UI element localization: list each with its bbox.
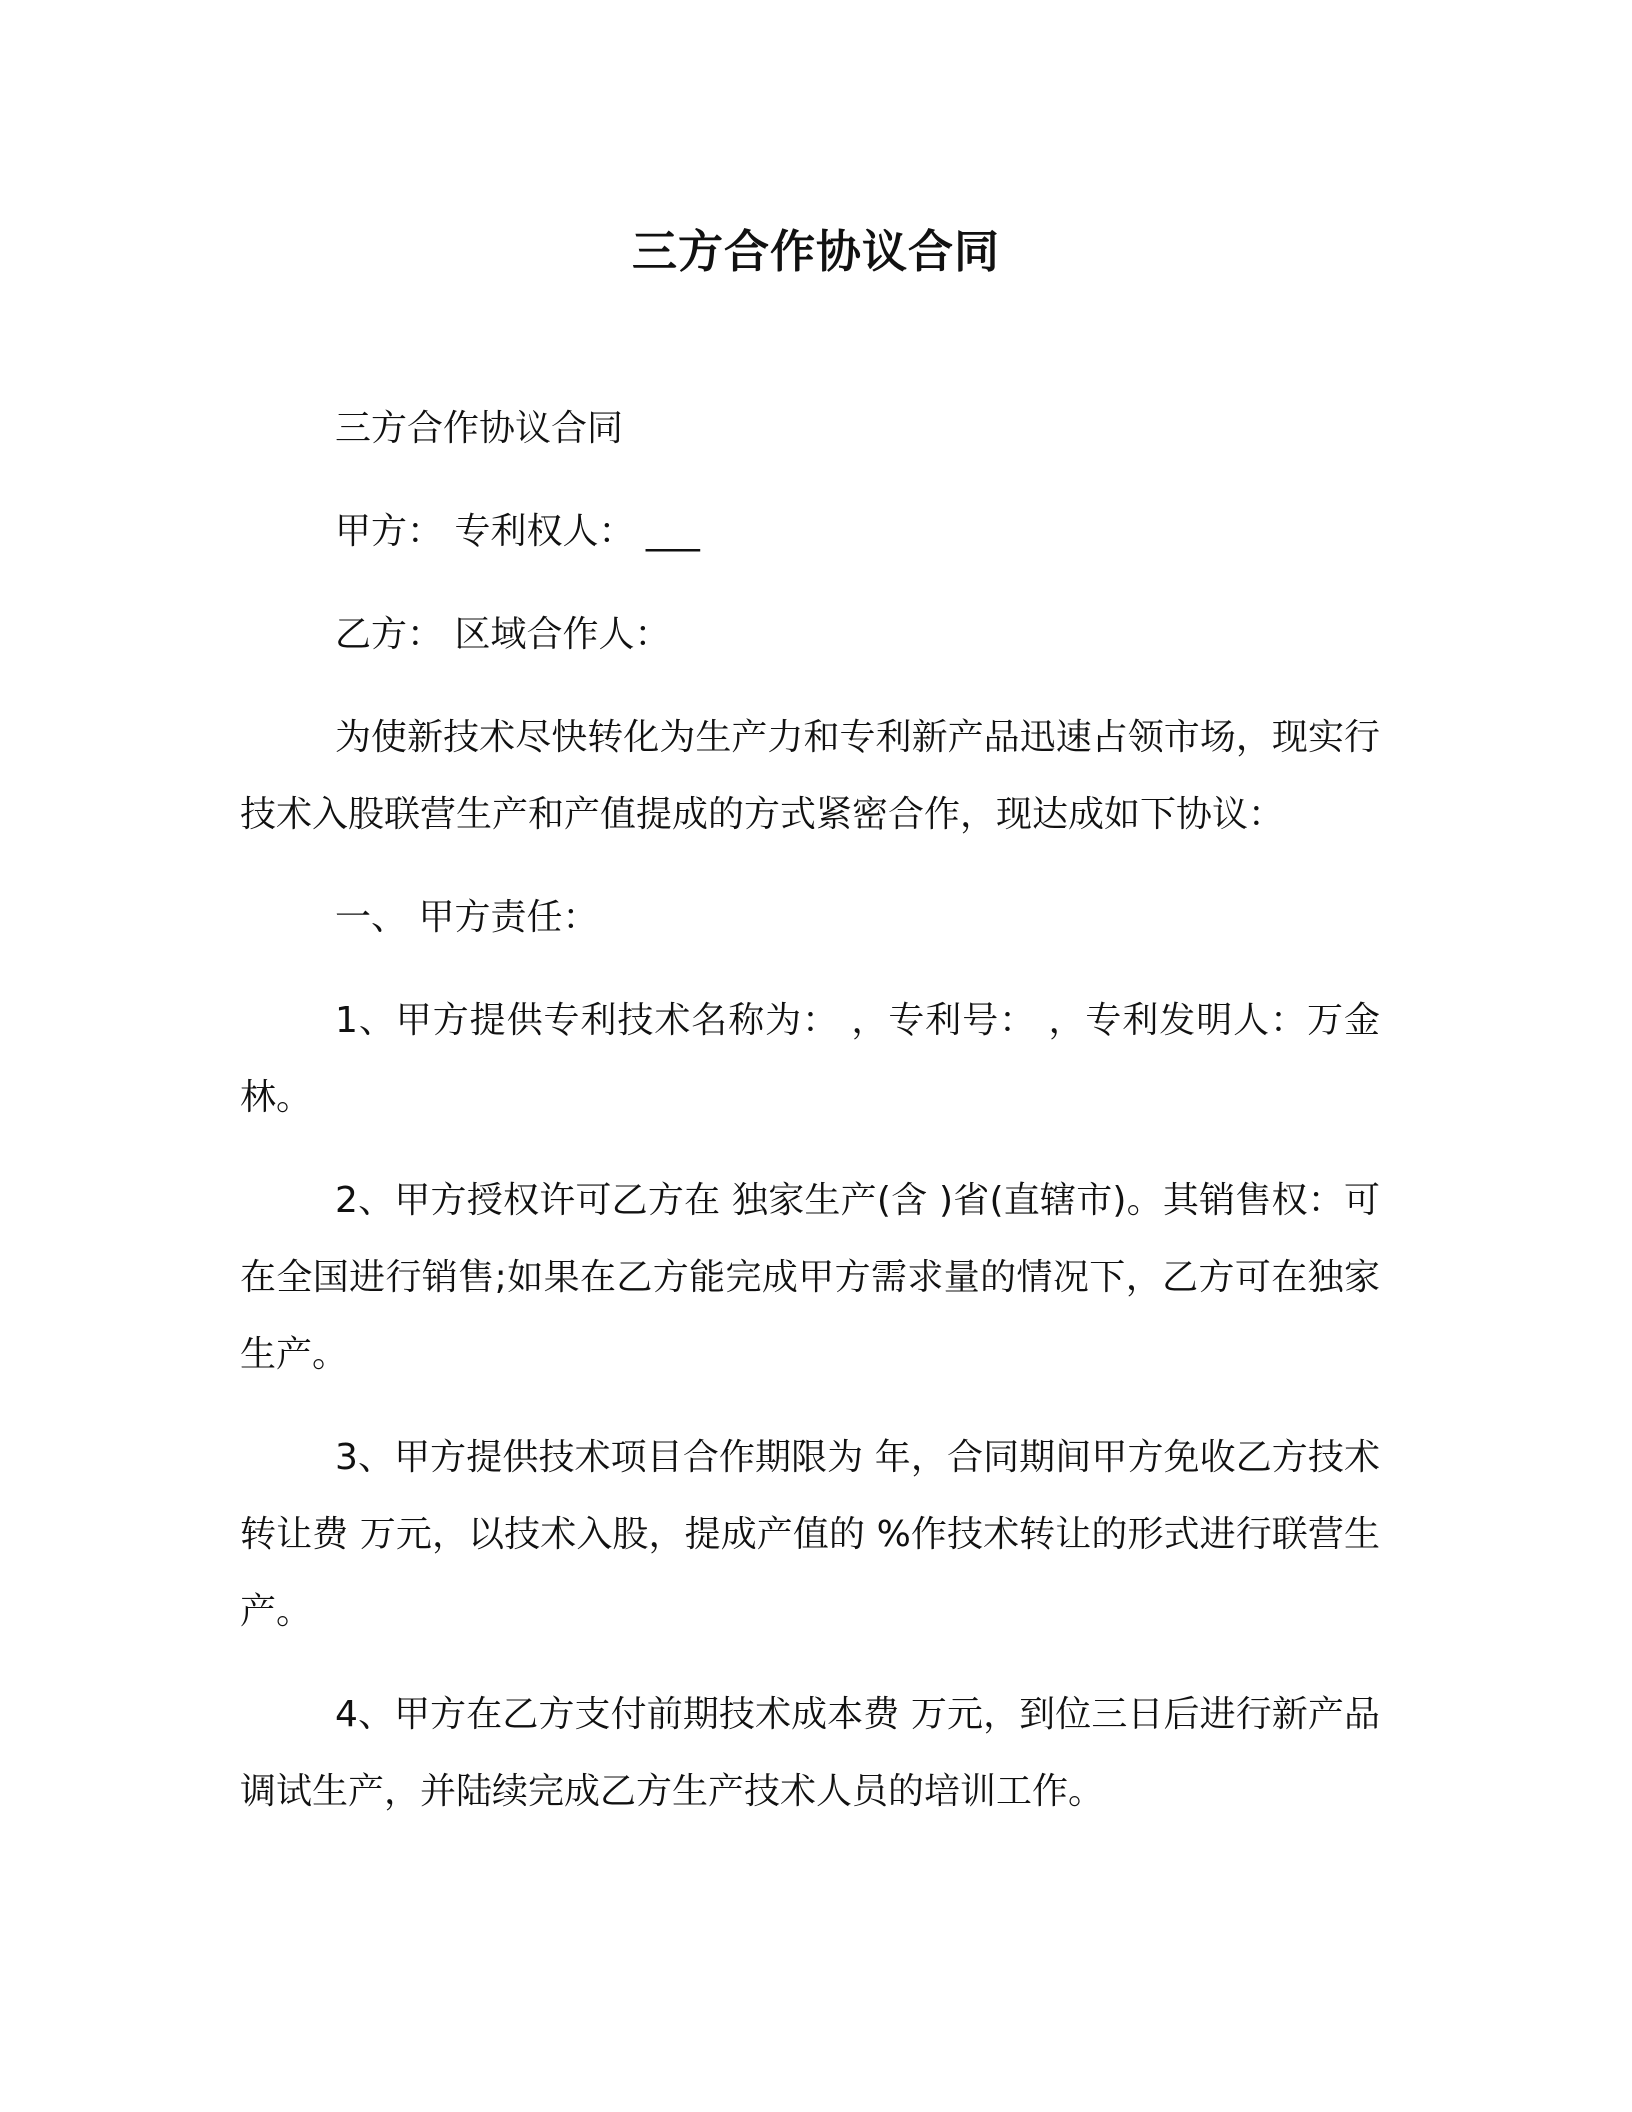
preamble-paragraph: 为使新技术尽快转化为生产力和专利新产品迅速占领市场，现实行技术入股联营生产和产值提成的方式紧密合作，现达成如下协议：: [240, 717, 1380, 835]
party-a-line: 甲方： 专利权人： ___: [335, 511, 700, 552]
party-b-line: 乙方： 区域合作人：: [335, 614, 671, 655]
subtitle-paragraph: 三方合作协议合同: [335, 408, 624, 449]
clause-2: 2、甲方授权许可乙方在 独家生产(含 )省(直辖市)。其销售权：可在全国进行销售;如果在乙方能完成甲方需求量的情况下，乙方可在独家生产。: [240, 1180, 1380, 1375]
document-body: [240, 390, 1380, 1856]
document-title: 三方合作协议合同: [631, 225, 1000, 278]
clause-4: 4、甲方在乙方支付前期技术成本费 万元，到位三日后进行新产品调试生产，并陆续完成乙方生产技术人员的培训工作。: [240, 1694, 1380, 1812]
clause-3: 3、甲方提供技术项目合作期限为 年，合同期间甲方免收乙方技术转让费 万元，以技术入股，提成产值的 %作技术转让的形式进行联营生产。: [240, 1437, 1380, 1632]
clause-1: 1、甲方提供专利技术名称为： ，专利号： ，专利发明人：万金林。: [240, 1000, 1380, 1118]
section-heading-party-a-duties: 一、 甲方责任：: [335, 897, 599, 938]
